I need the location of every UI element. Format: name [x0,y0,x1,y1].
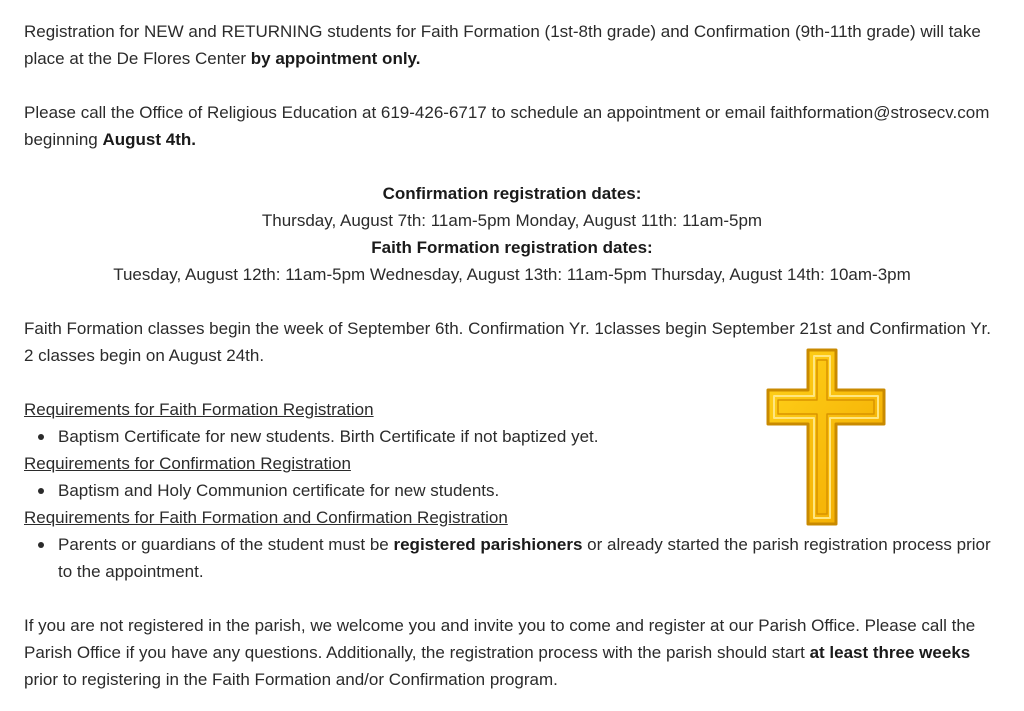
classes-paragraph: Faith Formation classes begin the week of September 6th. Confirmation Yr. 1classes begin September 21st and Confirmation Yr. 2 classes begin on August 24th. [24,319,991,365]
requirements-list [24,531,1000,585]
intro-emphasis: by appointment only. [250,49,421,68]
list-item: Parents or guardians of the student must be registered parishioners or already started the parish registration process prior to the appointment. [58,531,1000,585]
closing-emphasis: at least three weeks [809,643,971,662]
parishioners-emphasis: registered parishioners [393,535,583,554]
requirements-heading-both: Requirements for Faith Formation and Confirmation Registration [24,508,508,527]
requirements-heading-confirmation: Requirements for Confirmation Registration [24,454,351,473]
contact-emphasis: August 4th. [102,130,196,149]
confirmation-dates: Thursday, August 7th: 11am-5pm Monday, August 11th: 11am-5pm [261,211,763,230]
requirements-heading-faith-formation: Requirements for Faith Formation Registration [24,400,374,419]
contact-paragraph: Please call the Office of Religious Education at 619-426-6717 to schedule an appointment or email faithformation@strosecv.com beginning August 4th. [24,103,990,149]
confirmation-dates-heading: Confirmation registration dates: [382,184,642,203]
faith-formation-dates-heading: Faith Formation registration dates: [371,238,653,257]
intro-paragraph: Registration for NEW and RETURNING students for Faith Formation (1st-8th grade) and Confirmation (9th-11th grade) will take place at the De Flores Center by appointment only. [24,22,981,68]
registration-dates [24,180,1000,288]
list-item: Baptism and Holy Communion certificate for new students. [58,477,1000,504]
cross-icon [762,346,890,530]
closing-paragraph: If you are not registered in the parish, we welcome you and invite you to come and register at our Parish Office. Please call the Parish Office if you have any questions. Additionally, the registration process with the parish should start at least three weeks prior to registering in the Faith Formation and/or Confirmation program. [24,616,976,689]
faith-formation-dates: Tuesday, August 12th: 11am-5pm Wednesday, August 13th: 11am-5pm Thursday, August 14th: 10am-3pm [113,265,911,284]
list-item: Baptism Certificate for new students. Birth Certificate if not baptized yet. [58,423,1000,450]
